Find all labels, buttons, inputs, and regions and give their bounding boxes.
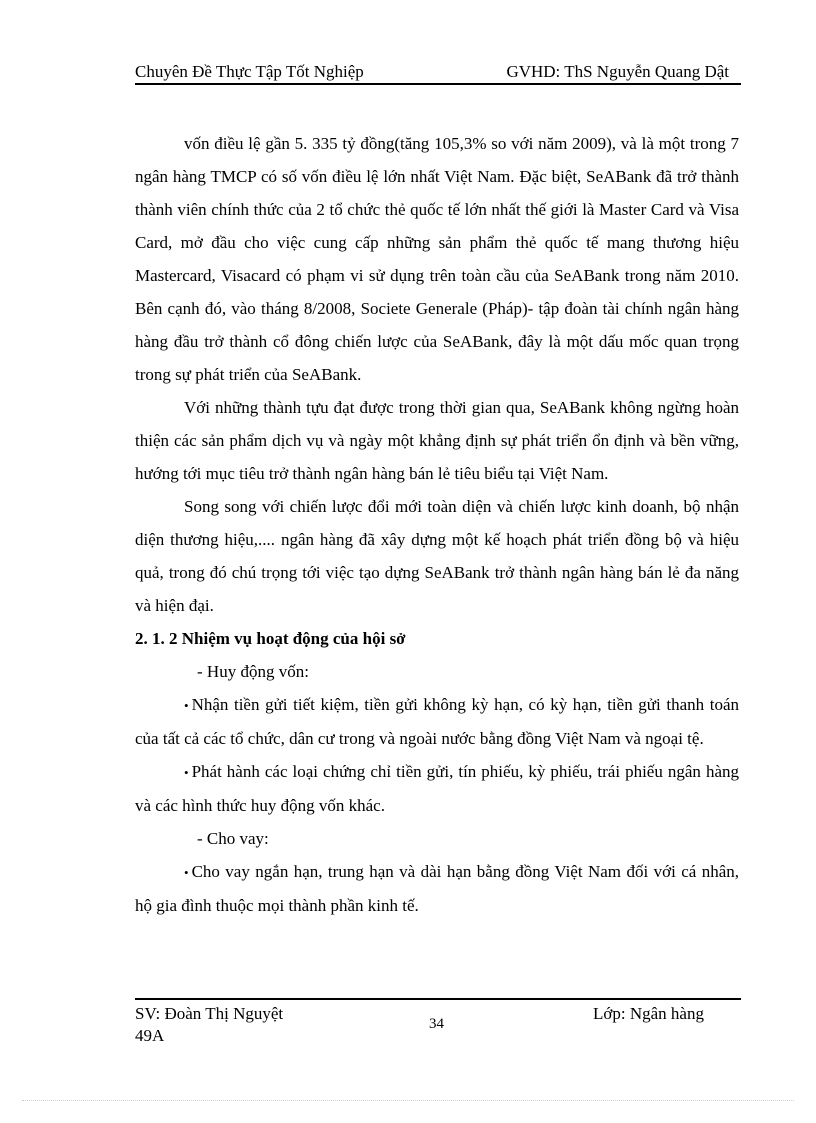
- footer-class: Lớp: Ngân hàng: [593, 1004, 704, 1023]
- header-title: Chuyên Đề Thực Tập Tốt Nghiệp: [135, 62, 364, 81]
- paragraph-charter-capital: vốn điều lệ gần 5. 335 tỷ đồng(tăng 105,3% so với năm 2009), và là một trong 7 ngân hàng TMCP có số vốn điều lệ lớn nhất Việt Nam. Đặc biệt, SeABank đã trở thành thành viên chính thức của 2 tổ chức thẻ quốc tế lớn nhất thế giới là Master Card và Visa Card, mở đầu cho việc cung cấp những sản phẩm thẻ quốc tế mang thương hiệu Mastercard, Visacard có phạm vi sử dụng trên toàn cầu của SeABank trong năm 2010. Bên cạnh đó, vào tháng 8/2008, Societe Generale (Pháp)- tập đoàn tài chính ngân hàng hàng đầu trở thành cổ đông chiến lược của SeABank, đây là một dấu mốc quan trọng trong sự phát triển của SeABank.: [135, 134, 739, 384]
- paragraph-strategy: Song song với chiến lược đổi mới toàn diện và chiến lược kinh doanh, bộ nhận diện thương hiệu,.... ngân hàng đã xây dựng một kế hoạch phát triển đồng bộ và hiệu quả, trong đó chú trọng tới việc tạo dựng SeABank trở thành ngân hàng bán lẻ đa năng và hiện đại.: [135, 497, 739, 615]
- subheading-lending: - Cho vay:: [197, 829, 269, 848]
- footer-student-cohort: 49A: [135, 1026, 165, 1045]
- footer-student: [135, 1003, 335, 1047]
- page-bottom-border: [22, 1100, 794, 1101]
- bullet-text: Nhận tiền gửi tiết kiệm, tiền gửi không kỳ hạn, có kỳ hạn, tiền gửi thanh toán của tất cả các tổ chức, dân cư trong và ngoài nước bằng đồng Việt Nam và ngoại tệ.: [135, 695, 739, 748]
- bullet-loans: [135, 855, 739, 922]
- page-number: 34: [429, 1016, 444, 1032]
- page-header: [135, 60, 741, 84]
- bullet-issuance: [135, 755, 739, 822]
- paragraph-achievements: Với những thành tựu đạt được trong thời gian qua, SeABank không ngừng hoàn thiện các sản phẩm dịch vụ và ngày một khẳng định sự phát triển ổn định và bền vững, hướng tới mục tiêu trở thành ngân hàng bán lẻ tiêu biểu tại Việt Nam.: [135, 398, 739, 483]
- bullet-deposits: [135, 688, 739, 755]
- document-body: [135, 127, 739, 922]
- header-advisor: GVHD: ThS Nguyễn Quang Dật: [506, 62, 729, 81]
- bullet-text: Cho vay ngắn hạn, trung hạn và dài hạn bằng đồng Việt Nam đối với cá nhân, hộ gia đình thuộc mọi thành phần kinh tế.: [135, 862, 739, 915]
- bullet-icon: •: [184, 865, 189, 880]
- footer-student-name: SV: Đoàn Thị Nguyệt: [135, 1004, 284, 1023]
- subheading-mobilize-capital: - Huy động vốn:: [197, 662, 309, 681]
- bullet-icon: •: [184, 765, 189, 780]
- footer-divider: [135, 998, 741, 1000]
- bullet-icon: •: [184, 698, 189, 713]
- section-heading: 2. 1. 2 Nhiệm vụ hoạt động của hội sở: [135, 629, 406, 648]
- header-divider: [135, 83, 741, 85]
- page-footer: [135, 1001, 741, 1051]
- bullet-text: Phát hành các loại chứng chỉ tiền gửi, tín phiếu, kỳ phiếu, trái phiếu ngân hàng và các hình thức huy động vốn khác.: [135, 762, 739, 815]
